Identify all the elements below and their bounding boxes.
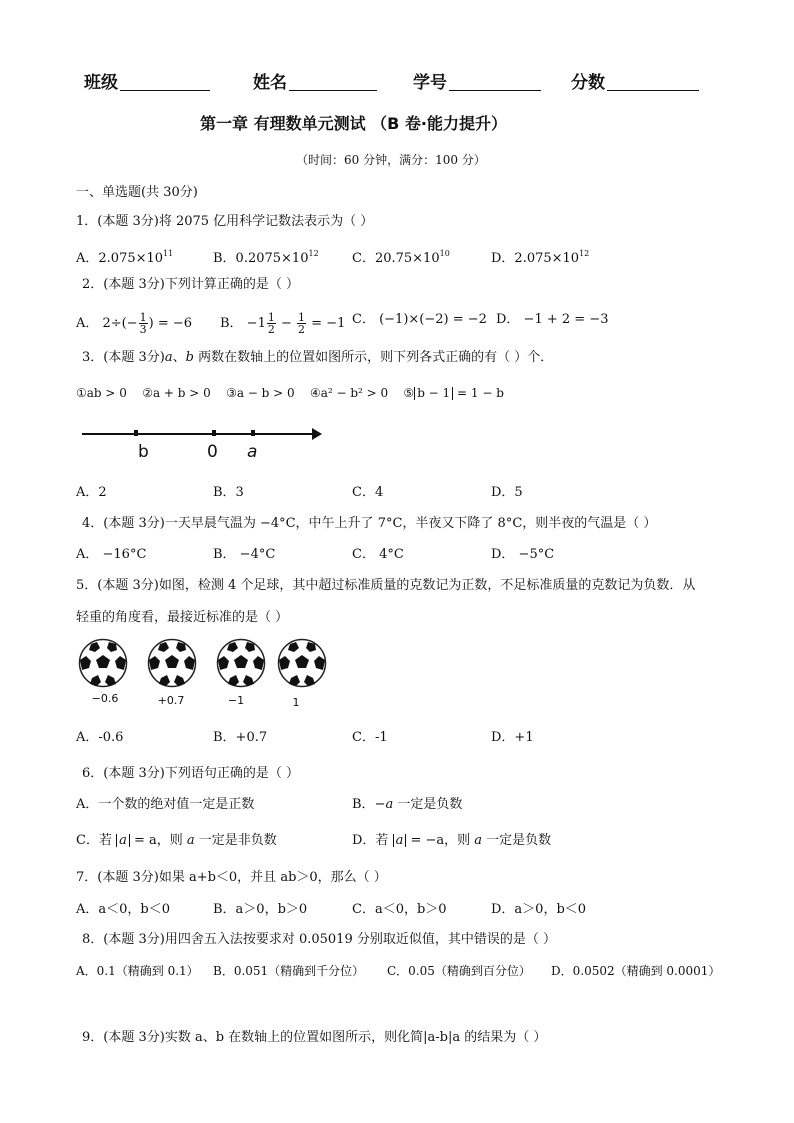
q5-option-d[interactable]: D．+1	[491, 730, 534, 745]
q7-option-d[interactable]: D．a＞0，b＜0	[491, 902, 587, 917]
q3-option-d[interactable]: D．5	[491, 485, 523, 500]
q3-stem: 3．(本题 3分)a、b 两数在数轴上的位置如图所示，则下列各式正确的有（ ）个．	[82, 350, 554, 365]
q3-expr-2: ②a + b > 0	[142, 386, 211, 400]
q8-option-b[interactable]: B．0.051（精确到千分位）	[213, 964, 365, 978]
q6-option-a[interactable]: A．一个数的绝对值一定是正数	[76, 797, 255, 812]
q7-option-b[interactable]: B．a＞0，b＞0	[213, 902, 308, 917]
q7-option-a[interactable]: A．a＜0，b＜0	[76, 902, 171, 917]
q8-option-c[interactable]: C．0.05（精确到百分位）	[387, 964, 531, 978]
q4-option-a[interactable]: A． −16°C	[76, 547, 147, 562]
q7-option-c[interactable]: C．a＜0，b＞0	[352, 902, 447, 917]
q7-stem: 7．(本题 3分)如果 a+b＜0，并且 ab＞0，那么（ ）	[76, 870, 387, 885]
score-label: 分数	[571, 73, 605, 93]
q3-expr-4: ④a² − b² > 0	[309, 386, 389, 400]
q3-expressions	[76, 385, 504, 401]
ball-4-label: 1	[292, 696, 300, 709]
ball-2-label: +0.7	[157, 694, 185, 707]
student-id-blank[interactable]	[449, 72, 541, 91]
q3-option-c[interactable]: C．4	[352, 485, 384, 500]
q5-option-a[interactable]: A．-0.6	[76, 730, 124, 745]
q1-option-b[interactable]: B．$0.2075\times 10^{12}$	[213, 249, 319, 266]
class-blank[interactable]	[120, 72, 210, 91]
q5-stem-line2: 轻重的角度看，最接近标准的是（ ）	[76, 610, 289, 625]
q1-option-a[interactable]: A．$2.075\times 10^{11}$	[76, 249, 174, 266]
q3-expr-5: ⑤ b − 1 = 1 − b	[403, 386, 504, 400]
student-id-field	[413, 72, 541, 91]
q3-number-line	[80, 422, 330, 448]
page-subtitle: （时间：60 分钟，满分：100 分）	[296, 153, 486, 167]
ball-3-label: −1	[227, 694, 245, 707]
q3-expr-1: ①ab > 0	[76, 386, 127, 400]
q5-stem-line1: 5．(本题 3分)如图，检测 4 个足球，其中超过标准质量的克数记为正数，不足标准质量的克数记为负数．从	[76, 578, 696, 593]
q3-option-b[interactable]: B．3	[213, 485, 244, 500]
q4-option-c[interactable]: C． 4°C	[352, 547, 404, 562]
q6-option-b[interactable]: B．−a 一定是负数	[352, 797, 463, 812]
page-title: 第一章 有理数单元测试 （B 卷·能力提升）	[200, 114, 507, 133]
q1-option-c[interactable]: C．$20.75\times 10^{10}$	[352, 249, 450, 266]
q4-option-d[interactable]: D． −5°C	[491, 547, 555, 562]
q3-axis-label-b: b	[138, 442, 149, 462]
q1-stem: 1．(本题 3分)将 2075 亿用科学记数法表示为（ ）	[76, 214, 374, 229]
student-id-label: 学号	[413, 73, 447, 93]
name-blank[interactable]	[289, 72, 377, 91]
q3-tick-a	[251, 430, 255, 436]
q5-option-b[interactable]: B．+0.7	[213, 730, 268, 745]
soccer-ball-1	[78, 638, 128, 688]
q8-option-a[interactable]: A．0.1（精确到 0.1）	[76, 964, 199, 978]
class-field	[84, 72, 210, 91]
name-field	[253, 72, 377, 91]
q4-option-b[interactable]: B． −4°C	[213, 547, 276, 562]
q6-stem: 6．(本题 3分)下列语句正确的是（ ）	[82, 766, 299, 781]
section-heading: 一、单选题(共 30分)	[76, 185, 198, 200]
class-label: 班级	[84, 73, 118, 93]
q3-expr-3: ③a − b > 0	[226, 386, 295, 400]
q2-option-c[interactable]: C． (−1)×(−2) = −2	[352, 312, 487, 327]
q3-axis-label-a: a	[247, 442, 258, 462]
q2-option-b[interactable]: B． −1 $\frac{1}{2}$ − $\frac{1}{2}$ = −1	[220, 311, 346, 336]
q1-option-d[interactable]: D．$2.075\times 10^{12}$	[491, 249, 590, 266]
name-label: 姓名	[253, 73, 287, 93]
score-field	[571, 72, 699, 91]
soccer-ball-2	[147, 638, 197, 688]
q5-option-c[interactable]: C．-1	[352, 730, 388, 745]
q2-option-a[interactable]: A． 2÷(− $\frac{1}{3}$ ) = −6	[76, 311, 193, 336]
q9-stem: 9．(本题 3分)实数 a、b 在数轴上的位置如图所示，则化简|a-b|a 的结果为（ ）	[82, 1030, 547, 1045]
q2-stem: 2．(本题 3分)下列计算正确的是（ ）	[82, 277, 299, 292]
q6-option-c[interactable]: C．若 a = a，则 a 一定是非负数	[76, 833, 277, 848]
soccer-ball-4	[277, 638, 327, 688]
q3-axis-label-0: 0	[207, 442, 218, 462]
q3-option-a[interactable]: A．2	[76, 485, 107, 500]
q8-stem: 8．(本题 3分)用四舍五入法按要求对 0.05019 分别取近似值，其中错误的是（ ）	[82, 932, 556, 947]
q3-tick-0	[212, 430, 216, 436]
score-blank[interactable]	[607, 72, 699, 91]
q2-option-d[interactable]: D． −1 + 2 = −3	[496, 312, 609, 327]
ball-1-label: −0.6	[91, 692, 119, 705]
soccer-ball-3	[216, 638, 266, 688]
q6-option-d[interactable]: D．若 a = −a，则 a 一定是负数	[352, 833, 552, 848]
q4-stem: 4．(本题 3分)一天早晨气温为 −4°C，中午上升了 7°C，半夜又下降了 8°C，则半夜的气温是（ ）	[82, 516, 657, 531]
q3-tick-b	[134, 430, 138, 436]
q8-option-d[interactable]: D．0.0502（精确到 0.0001）	[551, 964, 721, 978]
